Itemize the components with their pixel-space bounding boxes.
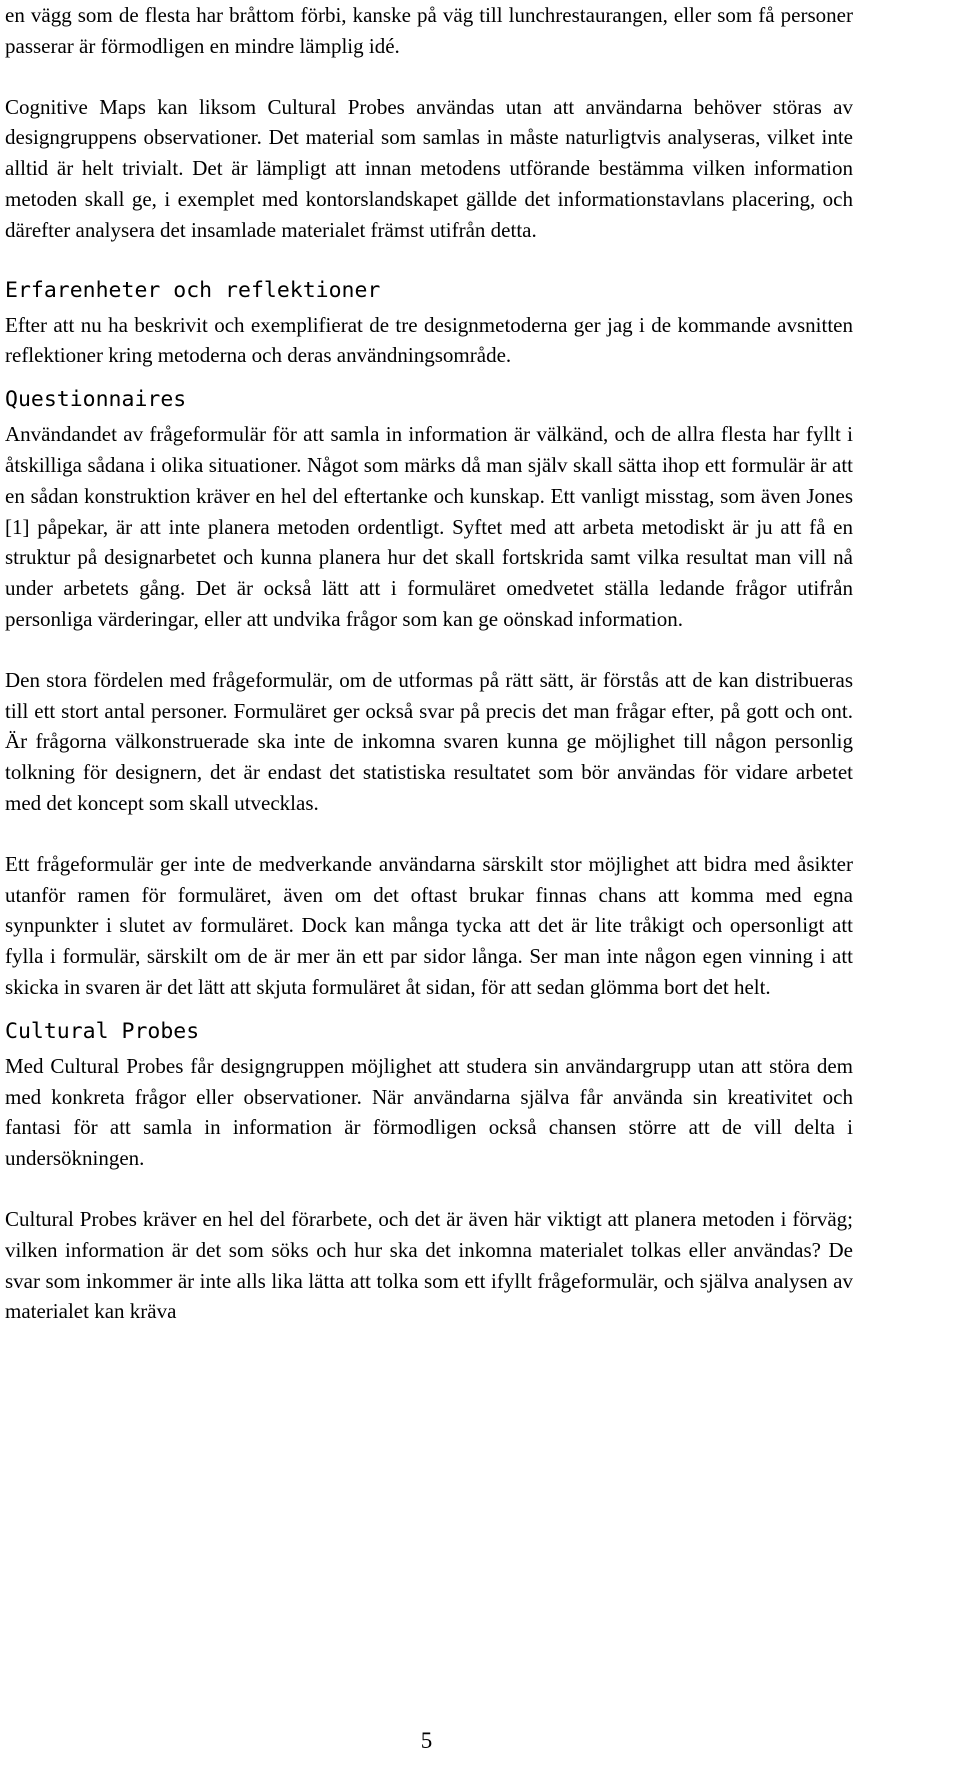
paragraph-questionnaires-3: Ett frågeformulär ger inte de medverkande användarna särskilt stor möjlighet att bidra med åsikter utanför ramen för formuläret, även om det oftast brukar finnas chans att komma med egna synpunkter i slutet av formuläret. Dock kan många tycka att det är lite tråkigt och opersonligt att fylla i formulär, särskilt om de är mer än ett par sidor långa. Ser man inte någon egen vinning i att skicka in svaren är det lätt att skjuta formuläret åt sidan, för att sedan glömma bort det helt. xyxy=(5,851,853,999)
paragraph-questionnaires-2: Den stora fördelen med frågeformulär, om de utformas på rätt sätt, är förstås att de kan distribueras till ett stort antal personer. Formuläret ger också svar på precis det man frågar efter, på gott och ont. Är frågorna välkonstruerade ska inte de inkomna svaren kunna ge möjlighet till någon personlig tolkning för designern, det är endast det statistiska resultatet som bör användas för vidare arbetet med det koncept som skall utvecklas. xyxy=(5,667,853,815)
paragraph-cognitive-maps-end: en vägg som de flesta har bråttom förbi, kanske på väg till lunchrestaurangen, eller som få personer passerar är förmodligen en mindre lämplig idé. xyxy=(5,3,853,58)
page-number: 5 xyxy=(420,1728,433,1753)
paragraph-erfarenheter-intro: Efter att nu ha beskrivit och exemplifierat de tre designmetoderna ger jag i de kommande avsnitten reflektioner kring metoderna och deras användningsområde. xyxy=(5,312,853,368)
paragraph-questionnaires-1: Användandet av frågeformulär för att samla in information är välkänd, och de allra flesta har fyllt i åtskilliga sådana i olika situationer. Något som märks då man själv skall sätta ihop ett formulär är att en sådan konstruktion kräver en hel del eftertanke och kunskap. Ett vanligt misstag, som även Jones [1] påpekar, är att inte planera metoden ordentligt. Syftet med att arbeta metodiskt är ju att få en struktur på designarbetet och kunna planera hur det skall fortskrida samt vilka resultat man vill nå under arbetets gång. Det är också lätt att i formuläret omedvetet ställa ledande frågor utifrån personliga värderingar, eller att undvika frågor som kan ge oönskad information. xyxy=(5,422,853,631)
heading-questionnaires: Questionnaires xyxy=(5,387,187,413)
paragraph-cognitive-maps-analysis: Cognitive Maps kan liksom Cultural Probes användas utan att användarna behöver störas av designgruppens observationer. Det material som samlas in måste naturligtvis analyseras, vilket inte alltid är helt trivialt. Det är lämpligt att innan metodens utförande bestämma vilken information metoden skall ge, i exemplet med kontorslandskapet gällde det informationstavlans placering, och därefter analysera det insamlade materialet främst utifrån detta. xyxy=(5,94,853,242)
paragraph-cultural-probes-1: Med Cultural Probes får designgruppen möjlighet att studera sin användargrupp utan att störa dem med konkreta frågor eller observationer. När användarna själva får använda sin kreativitet och fantasi för att samla in information är förmodligen också chansen större att de vill delta i undersökningen. xyxy=(5,1053,853,1171)
heading-cultural-probes: Cultural Probes xyxy=(5,1018,200,1044)
paragraph-cultural-probes-2: Cultural Probes kräver en hel del förarbete, och det är även här viktigt att planera metoden i förväg; vilken information är det som söks och hur ska det inkomna materialet tolkas eller användas? De svar som inkommer är inte alls lika lätta att tolka som ett ifyllt frågeformulär, och själva analysen av materialet kan kräva xyxy=(5,1206,853,1324)
document-body xyxy=(5,0,853,1327)
heading-erfarenheter: Erfarenheter och reflektioner xyxy=(5,277,381,303)
